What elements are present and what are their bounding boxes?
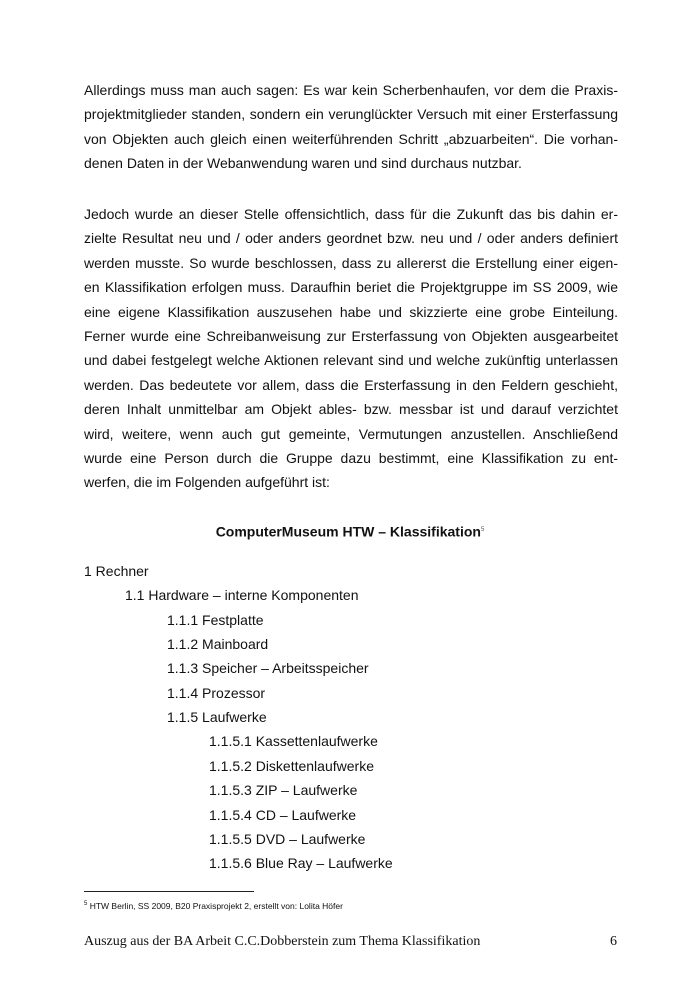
classification-heading bbox=[0, 520, 700, 542]
classification-item: 1.1.5.3 ZIP – Laufwerke bbox=[209, 782, 358, 799]
classification-item: 1.1.5.2 Diskettenlaufwerke bbox=[209, 757, 374, 774]
paragraph-line: Ferner wurde eine Schreibanweisung zur Ersterfassung von Objekten ausgearbeitet bbox=[84, 328, 618, 345]
footnote-text: HTW Berlin, SS 2009, B20 Praxisprojekt 2, erstellt von: Lolita Höfer bbox=[89, 900, 343, 911]
paragraph-line: werden. Das bedeutete vor allem, dass die Ersterfassung in den Feldern geschieht, bbox=[84, 376, 618, 393]
classification-item: 1.1 Hardware – interne Komponenten bbox=[125, 587, 359, 604]
paragraph-line: werfen, die im Folgenden aufgeführt ist: bbox=[84, 474, 330, 491]
footnote-divider bbox=[84, 891, 254, 892]
classification-item: 1.1.5.5 DVD – Laufwerke bbox=[209, 830, 366, 847]
paragraph-line: deren Inhalt unmittelbar am Objekt ables- bzw. messbar ist und darauf verzichtet bbox=[84, 401, 618, 418]
classification-item: 1.1.1 Festplatte bbox=[167, 611, 264, 628]
paragraph-line: Allerdings muss man auch sagen: Es war kein Scherbenhaufen, vor dem die Praxis- bbox=[84, 82, 618, 98]
paragraph-line: zielte Resultat neu und / oder anders geordnet bzw. neu und / oder anders definiert bbox=[84, 230, 618, 247]
paragraph-line: Jedoch wurde an dieser Stelle offensichtlich, dass für die Zukunft das bis dahin er- bbox=[84, 206, 618, 222]
paragraph-line: und dabei festgelegt welche Aktionen relevant sind und welche zukünftig unterlassen bbox=[84, 352, 618, 369]
classification-item: 1.1.5.1 Kassettenlaufwerke bbox=[209, 733, 378, 750]
paragraph-1 bbox=[84, 78, 618, 176]
paragraph-line: wird, weitere, wenn auch gut gemeinte, Vermutungen anzustellen. Anschließend bbox=[84, 425, 618, 442]
paragraph-line: von Objekten auch gleich einen weiterführenden Schritt „abzuarbeiten“. Die vorhan- bbox=[84, 130, 618, 147]
paragraph-line: denen Daten in der Webanwendung waren und sind durchaus nutzbar. bbox=[84, 155, 522, 172]
paragraph-line: projektmitglieder standen, sondern ein verunglückter Versuch mit einer Ersterfassung bbox=[84, 106, 618, 123]
paragraph-line: eine eigene Klassifikation auszusehen habe und skizzierte eine grobe Einteilung. bbox=[84, 303, 618, 320]
page-number: 6 bbox=[610, 934, 617, 949]
paragraph-2 bbox=[84, 202, 618, 495]
classification-item: 1 Rechner bbox=[84, 563, 149, 579]
classification-item: 1.1.5.4 CD – Laufwerke bbox=[209, 806, 357, 823]
footnote-reference: 5 bbox=[480, 527, 485, 533]
footnote bbox=[84, 898, 343, 912]
classification-title: ComputerMuseum HTW – Klassifikation bbox=[215, 523, 481, 540]
page-footer: Auszug aus der BA Arbeit C.C.Dobberstein zum Thema Klassifikation bbox=[84, 934, 481, 949]
classification-item: 1.1.5.6 Blue Ray – Laufwerke bbox=[209, 855, 393, 872]
paragraph-line: wurde eine Person durch die Gruppe dazu bestimmt, eine Klassifikation zu ent- bbox=[84, 450, 618, 467]
classification-item: 1.1.2 Mainboard bbox=[167, 636, 269, 653]
classification-item: 1.1.5 Laufwerke bbox=[167, 709, 267, 726]
paragraph-line: en Klassifikation erfolgen muss. Daraufhin beriet die Projektgruppe im SS 2009, wie bbox=[84, 279, 618, 296]
paragraph-line: werden musste. So wurde beschlossen, dass zu allererst die Erstellung einer eigen- bbox=[84, 254, 618, 271]
classification-item: 1.1.4 Prozessor bbox=[167, 684, 266, 701]
footnote-marker: 5 bbox=[84, 901, 88, 907]
classification-item: 1.1.3 Speicher – Arbeitsspeicher bbox=[167, 660, 369, 677]
